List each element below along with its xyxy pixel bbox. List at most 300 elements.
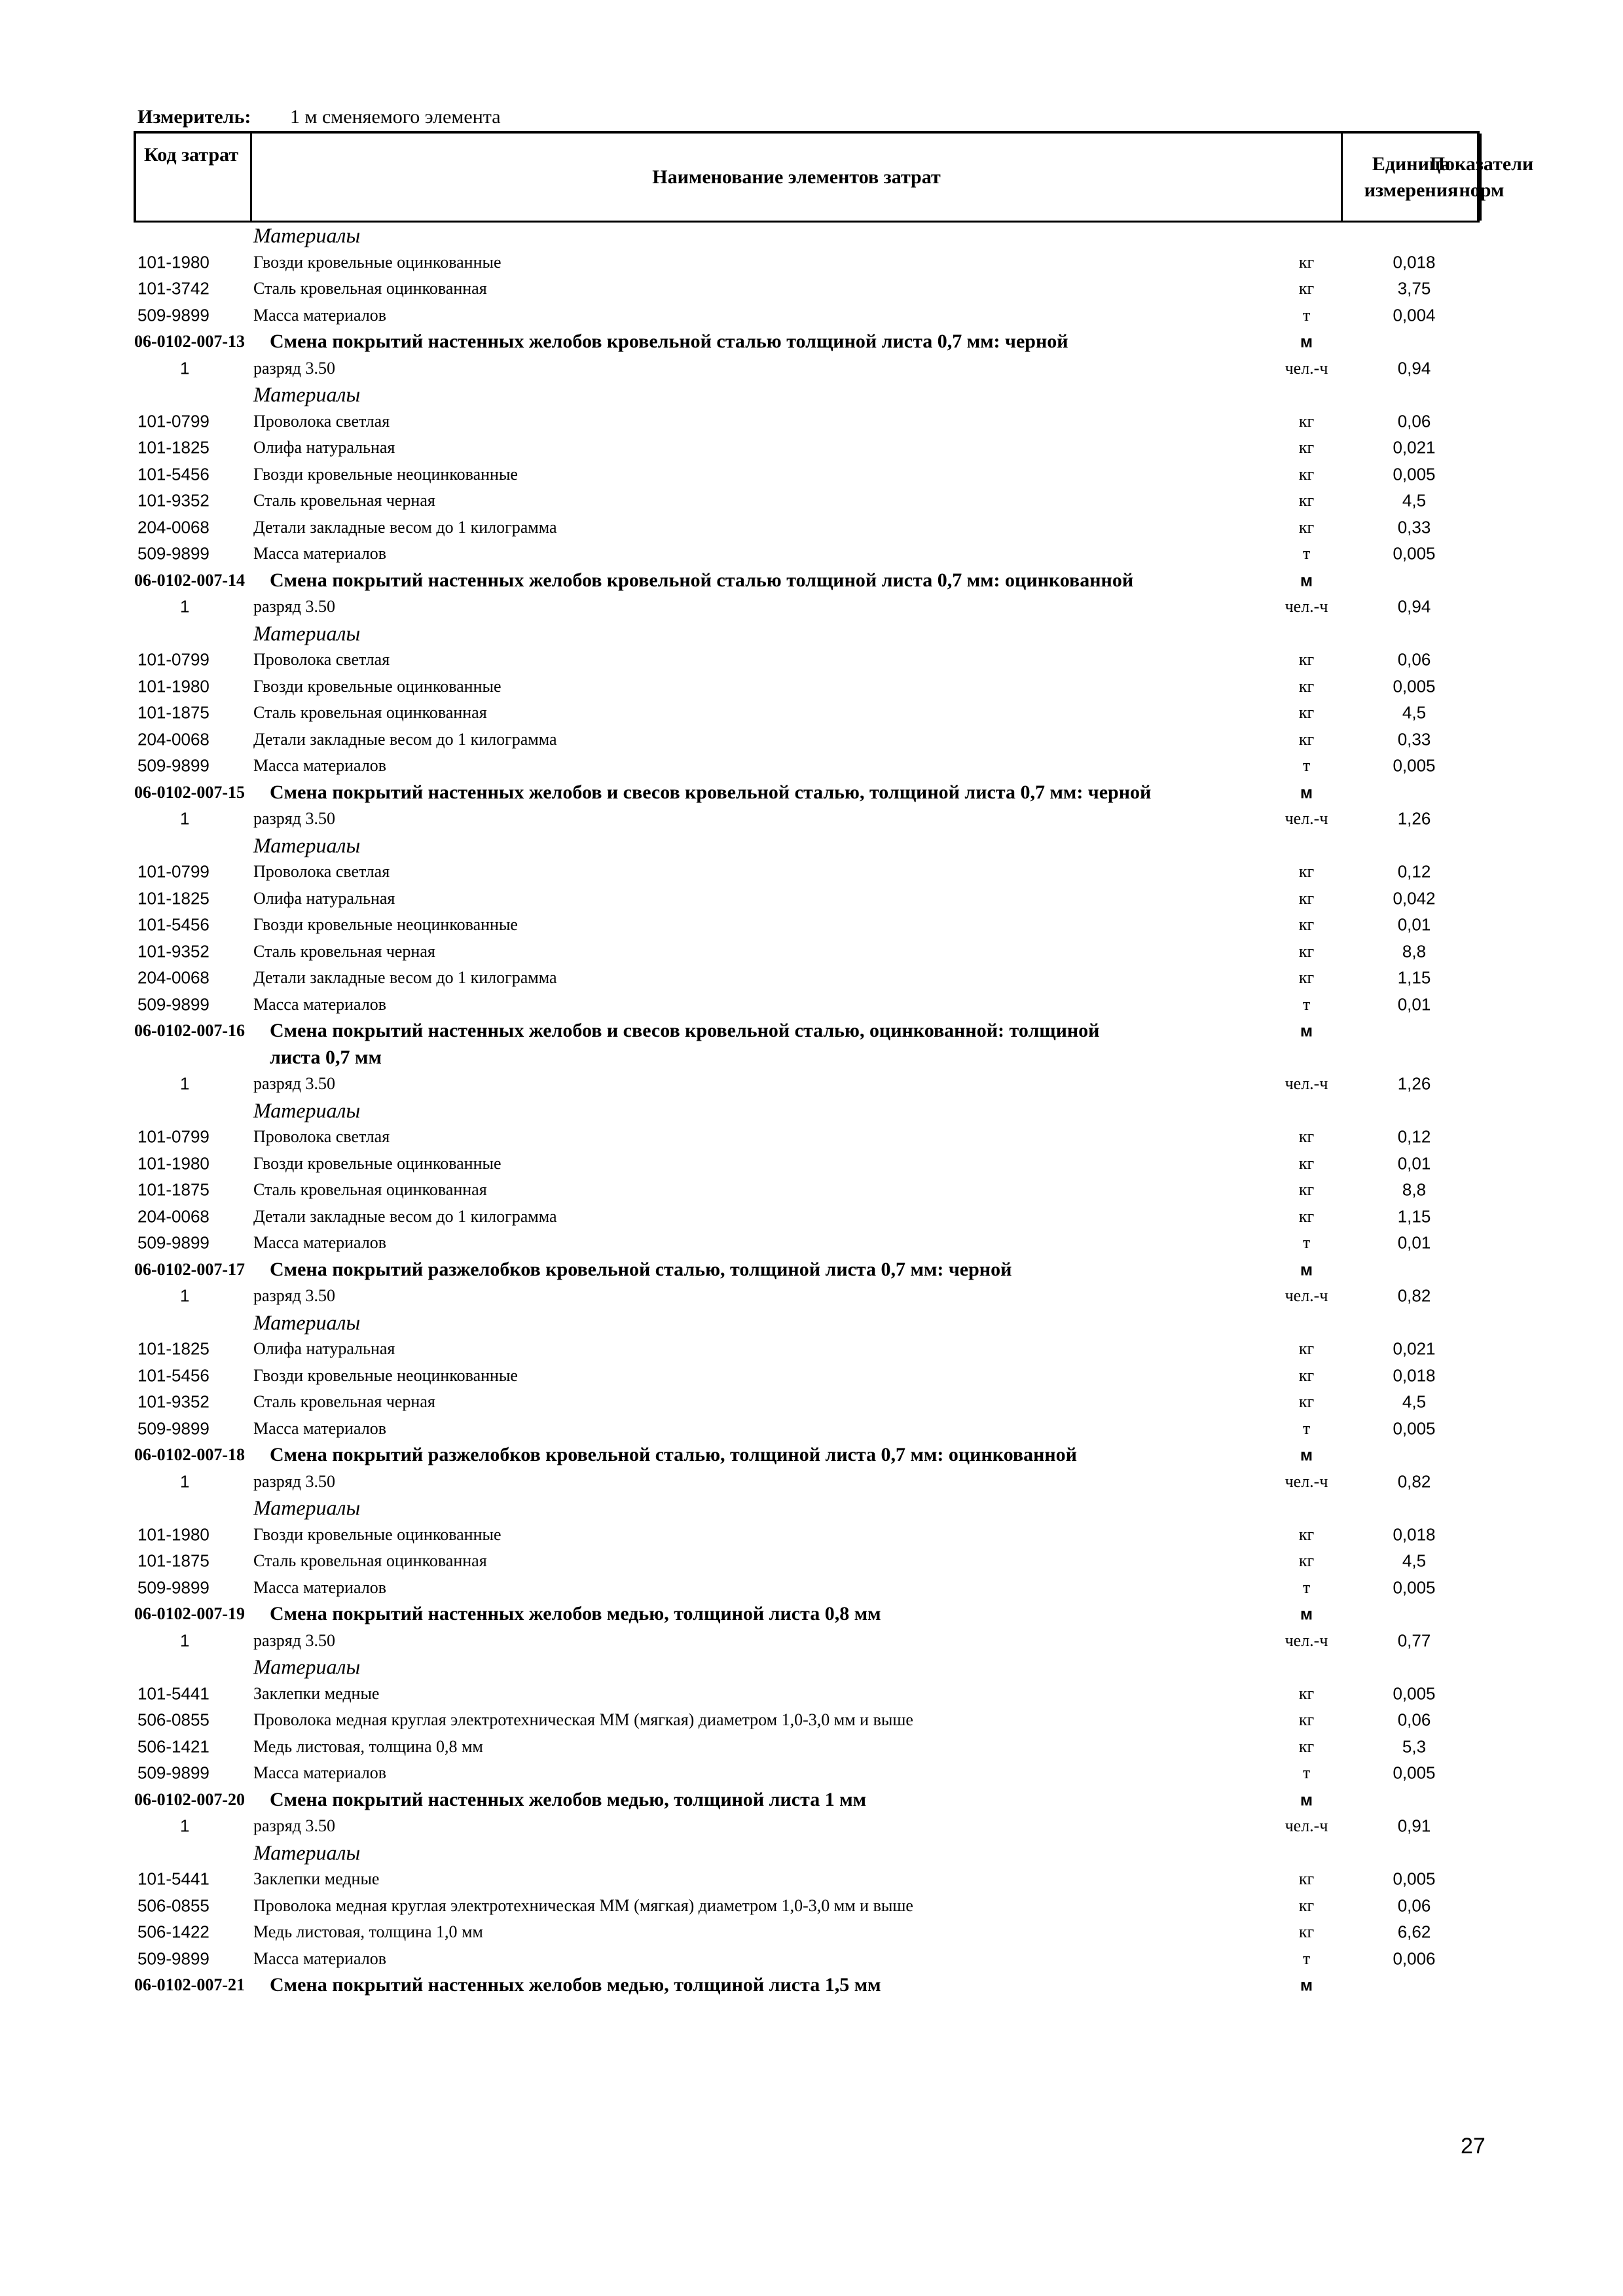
- unit: кг: [1298, 517, 1315, 537]
- norm-value: 0,91: [1397, 1816, 1431, 1836]
- unit: т: [1302, 1577, 1311, 1597]
- unit: чел.-ч: [1285, 809, 1328, 829]
- norm-row: [0, 1442, 1623, 1469]
- element-name: Олифа натуральная: [253, 438, 395, 457]
- unit: чел.-ч: [1285, 1286, 1328, 1306]
- unit: кг: [1298, 915, 1315, 935]
- element-name: разряд 3.50: [253, 1074, 335, 1094]
- section-row: [0, 1654, 1623, 1681]
- cost-code: 509-9899: [137, 1763, 210, 1783]
- unit: кг: [1298, 464, 1315, 484]
- unit: кг: [1298, 729, 1315, 749]
- unit: кг: [1298, 1365, 1315, 1385]
- cost-code: 509-9899: [137, 1232, 210, 1253]
- element-name: Заклепки медные: [253, 1869, 380, 1889]
- table-row: [0, 753, 1623, 780]
- element-name: разряд 3.50: [253, 1630, 335, 1650]
- norm-value: 0,01: [1397, 1153, 1431, 1174]
- table-row: [0, 249, 1623, 276]
- table-row: [0, 1628, 1623, 1655]
- element-name: Детали закладные весом до 1 килограмма: [253, 968, 557, 988]
- table-row: [0, 1363, 1623, 1390]
- norm-value: 0,005: [1393, 676, 1436, 696]
- cost-code: 101-0799: [137, 1126, 210, 1147]
- element-name: Смена покрытий настенных желобов и свесов кровельной сталью, толщиной листа 0,7 мм: черной: [270, 781, 1152, 803]
- unit: м: [1300, 1259, 1313, 1280]
- cost-code: 06-0102-007-13: [134, 332, 245, 351]
- norm-value: 1,15: [1397, 967, 1431, 988]
- unit: кг: [1298, 1710, 1315, 1730]
- table-row: [0, 673, 1623, 700]
- cost-code: 204-0068: [137, 1206, 210, 1227]
- cost-code: 101-1980: [137, 1153, 210, 1174]
- element-name: Проволока медная круглая электротехническая ММ (мягкая) диаметром 1,0-3,0 мм и выше: [253, 1895, 913, 1915]
- norm-value: 0,82: [1397, 1471, 1431, 1492]
- table-row: [0, 355, 1623, 382]
- norm-value: 0,042: [1393, 888, 1436, 908]
- header-unit-line2: измерения: [1364, 179, 1459, 201]
- element-name: Сталь кровельная оцинкованная: [253, 1551, 487, 1571]
- table-row: [0, 1071, 1623, 1098]
- element-name: разряд 3.50: [253, 1471, 335, 1491]
- norm-row: [0, 1257, 1623, 1283]
- cost-code: 101-1825: [137, 437, 210, 457]
- section-title: Материалы: [253, 1840, 361, 1865]
- cost-code: 509-9899: [137, 1948, 210, 1969]
- table-row: [0, 1707, 1623, 1734]
- cost-code: 101-3742: [137, 278, 210, 298]
- unit: кг: [1298, 279, 1315, 298]
- unit: кг: [1298, 1180, 1315, 1200]
- norm-row: [0, 1787, 1623, 1814]
- section-title: Материалы: [253, 223, 361, 247]
- header-name: Наименование элементов затрат: [252, 134, 1343, 221]
- section-row: [0, 1098, 1623, 1124]
- unit: кг: [1298, 968, 1315, 988]
- table-row: [0, 1760, 1623, 1787]
- element-name: Олифа натуральная: [253, 1339, 395, 1359]
- element-name: Масса материалов: [253, 1577, 387, 1597]
- cost-code: 509-9899: [137, 1577, 210, 1598]
- unit: т: [1302, 1948, 1311, 1968]
- norm-value: 0,005: [1393, 1577, 1436, 1598]
- norm-value: 0,018: [1393, 1524, 1436, 1545]
- unit: м: [1300, 782, 1313, 802]
- cost-code: 101-1980: [137, 1524, 210, 1545]
- cost-code: 101-1875: [137, 1179, 210, 1200]
- norm-value: 1,26: [1397, 1073, 1431, 1094]
- norm-row: [0, 1972, 1623, 1999]
- norm-value: 4,5: [1402, 702, 1427, 723]
- section-row: [0, 1495, 1623, 1522]
- table-row: [0, 992, 1623, 1018]
- unit: м: [1300, 1444, 1313, 1465]
- unit: м: [1300, 1020, 1313, 1041]
- norm-value: 0,01: [1397, 914, 1431, 935]
- norm-value: 0,06: [1397, 1895, 1431, 1916]
- unit: кг: [1298, 1895, 1315, 1915]
- table-row: [0, 1813, 1623, 1840]
- cost-code: 1: [180, 1471, 190, 1492]
- cost-code: 506-0855: [137, 1895, 210, 1916]
- element-name: Проволока светлая: [253, 862, 390, 882]
- norm-value: 4,5: [1402, 1391, 1427, 1412]
- table-row: [0, 1946, 1623, 1973]
- cost-code: 506-1422: [137, 1922, 210, 1942]
- element-name: Сталь кровельная черная: [253, 491, 435, 511]
- cost-code: 506-1421: [137, 1736, 210, 1757]
- norm-value: 0,005: [1393, 1418, 1436, 1439]
- unit: чел.-ч: [1285, 597, 1328, 617]
- unit: чел.-ч: [1285, 1471, 1328, 1491]
- element-name: Масса материалов: [253, 1763, 387, 1783]
- unit: т: [1302, 544, 1311, 564]
- element-name: Проволока медная круглая электротехническая ММ (мягкая) диаметром 1,0-3,0 мм и выше: [253, 1710, 913, 1730]
- norm-value: 0,004: [1393, 305, 1436, 325]
- norm-row: [0, 329, 1623, 355]
- cost-code: 101-0799: [137, 861, 210, 882]
- norm-value: 1,15: [1397, 1206, 1431, 1227]
- cost-code: 1: [180, 1816, 190, 1836]
- table-row: [0, 1893, 1623, 1920]
- unit: м: [1300, 570, 1313, 590]
- cost-code: 101-0799: [137, 649, 210, 670]
- table-row: [0, 939, 1623, 965]
- cost-code: 509-9899: [137, 1418, 210, 1439]
- table-row: [0, 1548, 1623, 1575]
- table-row: [0, 1230, 1623, 1257]
- cost-code: 101-1875: [137, 702, 210, 723]
- norm-value: 8,8: [1402, 1179, 1427, 1200]
- unit: кг: [1298, 411, 1315, 431]
- table-row: [0, 1336, 1623, 1363]
- norm-value: 0,005: [1393, 755, 1436, 776]
- norm-value: 0,12: [1397, 861, 1431, 882]
- unit: чел.-ч: [1285, 1630, 1328, 1650]
- cost-code: 1: [180, 808, 190, 829]
- table-row: [0, 1575, 1623, 1602]
- table-row: [0, 859, 1623, 886]
- norm-value: 0,33: [1397, 517, 1431, 537]
- cost-code: 204-0068: [137, 967, 210, 988]
- norm-row: [0, 1018, 1623, 1045]
- norm-value: 5,3: [1402, 1736, 1427, 1757]
- element-name: Гвозди кровельные оцинкованные: [253, 1153, 501, 1173]
- element-name: Смена покрытий настенных желобов кровельной сталью толщиной листа 0,7 мм: черной: [270, 331, 1068, 353]
- element-name: Гвозди кровельные неоцинкованные: [253, 915, 518, 935]
- cost-code: 101-5456: [137, 1365, 210, 1386]
- table-header: [134, 131, 1534, 223]
- element-name: разряд 3.50: [253, 358, 335, 378]
- section-title: Материалы: [253, 1098, 361, 1122]
- section-row: [0, 382, 1623, 408]
- table-row: [0, 1204, 1623, 1230]
- element-name: Масса материалов: [253, 756, 387, 776]
- unit: т: [1302, 305, 1311, 325]
- unit: т: [1302, 994, 1311, 1014]
- element-name: Смена покрытий настенных желобов и свесов кровельной сталью, оцинкованной: толщиной: [270, 1020, 1100, 1042]
- element-name: Масса материалов: [253, 994, 387, 1014]
- element-name: разряд 3.50: [253, 1816, 335, 1836]
- table-row: [0, 1734, 1623, 1761]
- table-row: [0, 514, 1623, 541]
- unit: кг: [1298, 1524, 1315, 1544]
- unit: м: [1300, 331, 1313, 351]
- cost-code: 06-0102-007-16: [134, 1021, 245, 1041]
- unit: кг: [1298, 1551, 1315, 1571]
- table-row: [0, 965, 1623, 992]
- element-name: разряд 3.50: [253, 597, 335, 617]
- cost-code: 204-0068: [137, 517, 210, 537]
- norm-value: 0,94: [1397, 596, 1431, 617]
- norm-value: 0,06: [1397, 1710, 1431, 1730]
- unit: кг: [1298, 1736, 1315, 1756]
- unit: кг: [1298, 1869, 1315, 1889]
- cost-code: 509-9899: [137, 305, 210, 325]
- norm-value: 0,005: [1393, 1869, 1436, 1889]
- norm-value: 0,01: [1397, 1232, 1431, 1253]
- unit: т: [1302, 1763, 1311, 1783]
- element-name: Детали закладные весом до 1 килограмма: [253, 729, 557, 749]
- element-name: Смена покрытий настенных желобов медью, толщиной листа 1,5 мм: [270, 1974, 881, 1996]
- element-name: Заклепки медные: [253, 1683, 380, 1703]
- unit: кг: [1298, 438, 1315, 457]
- cost-code: 1: [180, 1285, 190, 1306]
- cost-code: 509-9899: [137, 994, 210, 1014]
- table-row: [0, 408, 1623, 435]
- unit: м: [1300, 1789, 1313, 1810]
- continuation-row: [0, 1045, 1623, 1071]
- table-row: [0, 912, 1623, 939]
- cost-code: 06-0102-007-17: [134, 1259, 245, 1279]
- table-row: [0, 1124, 1623, 1151]
- norm-value: 6,62: [1397, 1922, 1431, 1942]
- table-row: [0, 541, 1623, 567]
- table-row: [0, 1416, 1623, 1443]
- cost-code: 1: [180, 358, 190, 378]
- table-row: [0, 594, 1623, 620]
- norm-value: 0,82: [1397, 1285, 1431, 1306]
- cost-code: 509-9899: [137, 755, 210, 776]
- unit: кг: [1298, 941, 1315, 961]
- cost-code: 204-0068: [137, 729, 210, 749]
- cost-code: 509-9899: [137, 543, 210, 564]
- norm-value: 0,021: [1393, 437, 1436, 457]
- unit: кг: [1298, 1206, 1315, 1226]
- header-unit-line1: Единица: [1372, 152, 1451, 175]
- element-name: Детали закладные весом до 1 килограмма: [253, 517, 557, 537]
- norm-value: 0,06: [1397, 649, 1431, 670]
- table-row: [0, 726, 1623, 753]
- norm-value: 4,5: [1402, 490, 1427, 511]
- cost-code: 06-0102-007-20: [134, 1789, 245, 1809]
- cost-code: 1: [180, 1073, 190, 1094]
- table-row: [0, 461, 1623, 488]
- table-row: [0, 1389, 1623, 1416]
- unit: чел.-ч: [1285, 1074, 1328, 1094]
- section-row: [0, 223, 1623, 249]
- element-name: Смена покрытий настенных желобов медью, толщиной листа 1 мм: [270, 1788, 867, 1810]
- section-row: [0, 1840, 1623, 1867]
- norm-row: [0, 780, 1623, 806]
- element-name: Гвозди кровельные неоцинкованные: [253, 464, 518, 484]
- element-name: Детали закладные весом до 1 килограмма: [253, 1206, 557, 1226]
- element-name: Масса материалов: [253, 544, 387, 564]
- section-title: Материалы: [253, 1310, 361, 1335]
- table-row: [0, 1151, 1623, 1177]
- unit: кг: [1298, 676, 1315, 696]
- unit: кг: [1298, 703, 1315, 723]
- norm-value: 0,06: [1397, 411, 1431, 431]
- cost-code: 101-9352: [137, 1391, 210, 1412]
- norm-value: 0,005: [1393, 543, 1436, 564]
- unit: кг: [1298, 1922, 1315, 1942]
- norm-row: [0, 567, 1623, 594]
- section-row: [0, 833, 1623, 859]
- element-name: Проволока светлая: [253, 1127, 390, 1147]
- cost-code: 101-1875: [137, 1551, 210, 1571]
- unit: кг: [1298, 888, 1315, 908]
- norm-value: 0,018: [1393, 252, 1436, 272]
- norm-value: 4,5: [1402, 1551, 1427, 1571]
- norm-value: 0,33: [1397, 729, 1431, 749]
- element-name: Гвозди кровельные оцинкованные: [253, 252, 501, 272]
- table-row: [0, 700, 1623, 726]
- norm-value: 0,94: [1397, 358, 1431, 378]
- norm-value: 0,018: [1393, 1365, 1436, 1386]
- element-name: разряд 3.50: [253, 1286, 335, 1306]
- element-name: Смена покрытий разжелобков кровельной сталью, толщиной листа 0,7 мм: черной: [270, 1258, 1012, 1280]
- element-name: разряд 3.50: [253, 809, 335, 829]
- section-row: [0, 620, 1623, 647]
- element-name: Масса материалов: [253, 1418, 387, 1438]
- unit: чел.-ч: [1285, 358, 1328, 378]
- norm-value: 0,021: [1393, 1338, 1436, 1359]
- section-title: Материалы: [253, 1496, 361, 1520]
- unit: м: [1300, 1975, 1313, 1995]
- table-row: [0, 806, 1623, 833]
- unit: чел.-ч: [1285, 1816, 1328, 1836]
- header-norm-line1: Показатели: [1429, 152, 1534, 175]
- unit: кг: [1298, 1153, 1315, 1173]
- element-name: Гвозди кровельные неоцинкованные: [253, 1365, 518, 1385]
- norm-value: 0,77: [1397, 1630, 1431, 1651]
- cost-code: 101-1980: [137, 252, 210, 272]
- element-name: Гвозди кровельные оцинкованные: [253, 676, 501, 696]
- cost-code: 06-0102-007-19: [134, 1604, 245, 1624]
- element-name: листа 0,7 мм: [270, 1046, 382, 1068]
- cost-code: 06-0102-007-21: [134, 1975, 245, 1995]
- table-row: [0, 1469, 1623, 1496]
- table-row: [0, 488, 1623, 514]
- norm-value: 0,005: [1393, 1683, 1436, 1704]
- element-name: Олифа натуральная: [253, 888, 395, 908]
- table-row: [0, 1866, 1623, 1893]
- cost-code: 101-0799: [137, 411, 210, 431]
- cost-code: 101-1825: [137, 888, 210, 908]
- element-name: Смена покрытий разжелобков кровельной сталью, толщиной листа 0,7 мм: оцинкованной: [270, 1444, 1077, 1466]
- element-name: Сталь кровельная черная: [253, 1392, 435, 1412]
- unit: кг: [1298, 1392, 1315, 1412]
- norm-value: 0,01: [1397, 994, 1431, 1014]
- norm-row: [0, 1601, 1623, 1628]
- norm-value: 0,006: [1393, 1948, 1436, 1969]
- page-number: 27: [1461, 2134, 1486, 2159]
- cost-code: 1: [180, 596, 190, 617]
- element-name: Проволока светлая: [253, 411, 390, 431]
- cost-code: 1: [180, 1630, 190, 1651]
- header-code: Код затрат: [136, 134, 252, 221]
- element-name: Сталь кровельная оцинкованная: [253, 703, 487, 723]
- table-row: [0, 1681, 1623, 1708]
- element-name: Гвозди кровельные оцинкованные: [253, 1524, 501, 1544]
- cost-code: 101-1825: [137, 1338, 210, 1359]
- cost-code: 101-1980: [137, 676, 210, 696]
- section-title: Материалы: [253, 833, 361, 857]
- unit: кг: [1298, 1127, 1315, 1147]
- element-name: Сталь кровельная оцинкованная: [253, 1180, 487, 1200]
- table-body: [0, 223, 1623, 1999]
- table-row: [0, 435, 1623, 461]
- norm-value: 3,75: [1397, 278, 1431, 298]
- norm-value: 8,8: [1402, 941, 1427, 961]
- unit: кг: [1298, 1339, 1315, 1359]
- cost-code: 101-5456: [137, 914, 210, 935]
- table-row: [0, 302, 1623, 329]
- table-row: [0, 1522, 1623, 1549]
- element-name: Смена покрытий настенных желобов медью, толщиной листа 0,8 мм: [270, 1603, 881, 1625]
- measure-value: 1 м сменяемого элемента: [290, 106, 501, 128]
- element-name: Масса материалов: [253, 1948, 387, 1968]
- measure-label: Измеритель:: [137, 106, 251, 128]
- cost-code: 06-0102-007-14: [134, 570, 245, 590]
- cost-code: 101-5441: [137, 1683, 210, 1704]
- element-name: Смена покрытий настенных желобов кровельной сталью толщиной листа 0,7 мм: оцинкованной: [270, 569, 1134, 591]
- section-title: Материалы: [253, 1655, 361, 1679]
- header-norm-line2: норм: [1459, 179, 1504, 201]
- norm-value: 0,005: [1393, 464, 1436, 484]
- element-name: Сталь кровельная черная: [253, 941, 435, 961]
- element-name: Медь листовая, толщина 1,0 мм: [253, 1922, 483, 1942]
- table-row: [0, 1177, 1623, 1204]
- unit: кг: [1298, 491, 1315, 511]
- element-name: Проволока светлая: [253, 650, 390, 670]
- element-name: Сталь кровельная оцинкованная: [253, 279, 487, 298]
- norm-value: 1,26: [1397, 808, 1431, 829]
- unit: т: [1302, 1233, 1311, 1253]
- section-title: Материалы: [253, 621, 361, 645]
- table-row: [0, 1283, 1623, 1310]
- element-name: Медь листовая, толщина 0,8 мм: [253, 1736, 483, 1756]
- cost-code: 101-5456: [137, 464, 210, 484]
- unit: м: [1300, 1604, 1313, 1624]
- section-title: Материалы: [253, 382, 361, 406]
- element-name: Масса материалов: [253, 1233, 387, 1253]
- cost-code: 06-0102-007-18: [134, 1445, 245, 1465]
- unit: т: [1302, 1418, 1311, 1438]
- table-row: [0, 647, 1623, 673]
- unit: кг: [1298, 862, 1315, 882]
- cost-code: 506-0855: [137, 1710, 210, 1730]
- table-row: [0, 886, 1623, 912]
- unit: т: [1302, 756, 1311, 776]
- cost-code: 101-9352: [137, 941, 210, 961]
- unit: кг: [1298, 252, 1315, 272]
- table-row: [0, 1919, 1623, 1946]
- cost-code: 101-9352: [137, 490, 210, 511]
- cost-code: 101-5441: [137, 1869, 210, 1889]
- norm-value: 0,12: [1397, 1126, 1431, 1147]
